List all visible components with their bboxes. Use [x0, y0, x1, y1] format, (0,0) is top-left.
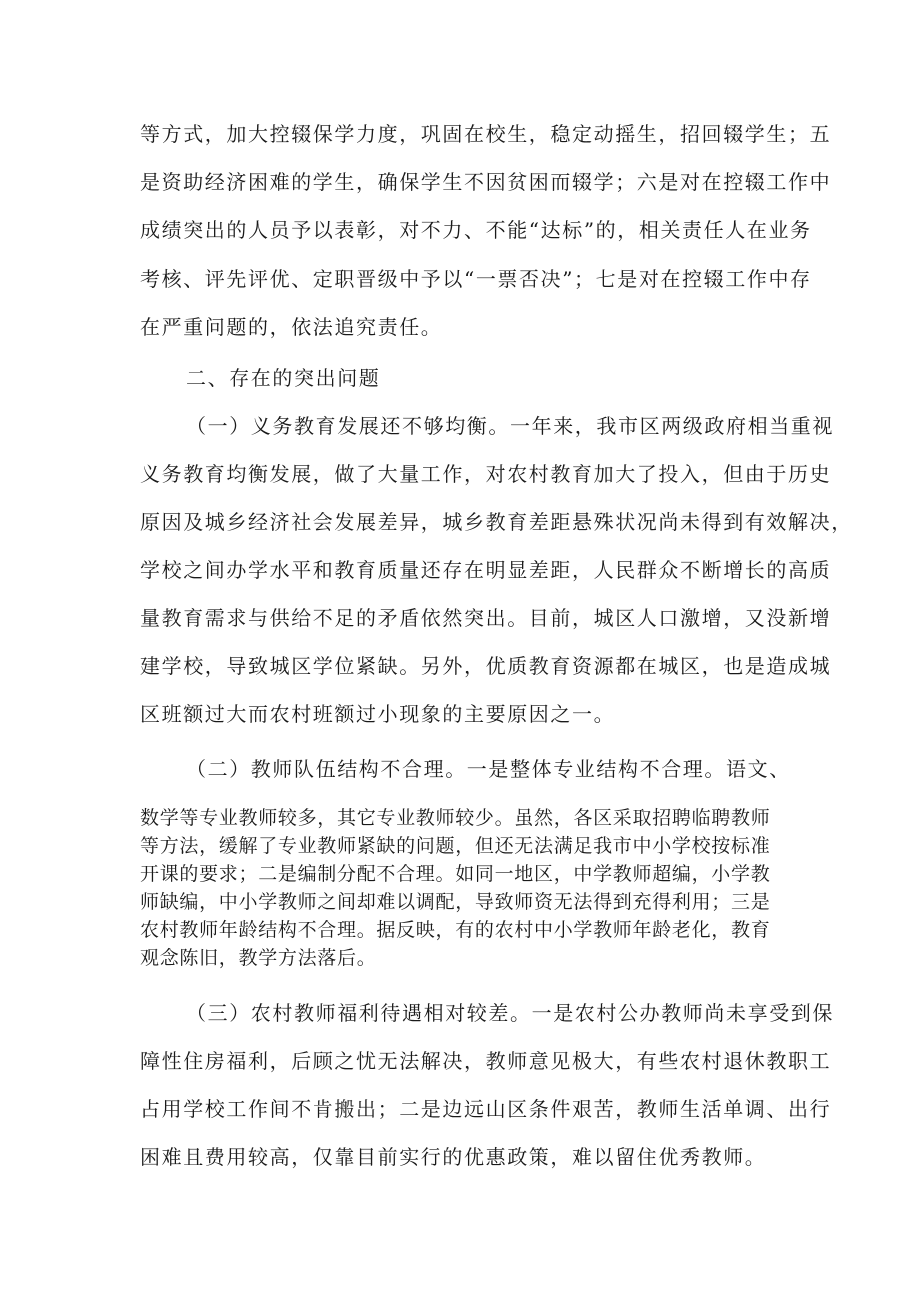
- text-line: 困难且费用较高，仅靠目前实行的优惠政策，难以留住优秀教师。: [140, 1145, 767, 1169]
- text-line: （三）农村教师福利待遇相对较差。一是农村公办教师尚未享受到保: [186, 1001, 834, 1025]
- text-line: 在严重问题的，依法追究责任。: [140, 315, 443, 339]
- text-line: 农村教师年龄结构不合理。据反映，有的农村中小学教师年龄老化，教育: [140, 919, 771, 941]
- text-line: 原因及城乡经济社会发展差异，城乡教育差距悬殊状况尚未得到有效解决，: [140, 510, 853, 534]
- text-line: 观念陈旧，教学方法落后。: [140, 947, 377, 969]
- text-line: 成绩突出的人员予以表彰，对不力、不能“达标”的，相关责任人在业务: [140, 218, 812, 242]
- text-line: 师缺编，中小学教师之间却难以调配，导致师资无法得到充得利用；三是: [140, 891, 771, 913]
- text-line: 学校之间办学水平和教育质量还存在明显差距，人民群众不断增长的高质: [140, 558, 832, 582]
- paragraph-teacher-structure-lead: （二）教师队伍结构不合理。一是整体专业结构不合理。语文、: [186, 757, 791, 781]
- text-line: 等方式，加大控辍保学力度，巩固在校生，稳定动摇生，招回辍学生；五: [140, 122, 832, 146]
- text-line: 考核、评先评优、定职晋级中予以“一票否决”；七是对在控辍工作中存: [140, 267, 812, 291]
- text-line: 建学校，导致城区学位紧缺。另外，优质教育资源都在城区，也是造成城: [140, 654, 832, 678]
- text-line: 占用学校工作间不肯搬出；二是边远山区条件艰苦，教师生活单调、出行: [140, 1097, 832, 1121]
- text-line: 义务教育均衡发展，做了大量工作，对农村教育加大了投入，但由于历史: [140, 462, 832, 486]
- text-line: 开课的要求；二是编制分配不合理。如同一地区，中学教师超编，小学教: [140, 863, 771, 885]
- text-line: 量教育需求与供给不足的矛盾依然突出。目前，城区人口激增，又没新增: [140, 606, 832, 630]
- text-line: 障性住房福利，后顾之忧无法解决，教师意见极大，有些农村退休教职工: [140, 1049, 832, 1073]
- text-line: 数学等专业教师较多，其它专业教师较少。虽然，各区采取招聘临聘教师: [140, 807, 771, 829]
- text-line: （一）义务教育发展还不够均衡。一年来，我市区两级政府相当重视: [186, 414, 834, 438]
- section-heading: 二、存在的突出问题: [186, 366, 381, 390]
- text-line: 是资助经济困难的学生，确保学生不因贫困而辍学；六是对在控辍工作中: [140, 170, 832, 194]
- text-line: 等方法，缓解了专业教师紧缺的问题，但还无法满足我市中小学校按标准: [140, 835, 771, 857]
- text-line: 区班额过大而农村班额过小现象的主要原因之一。: [140, 702, 616, 726]
